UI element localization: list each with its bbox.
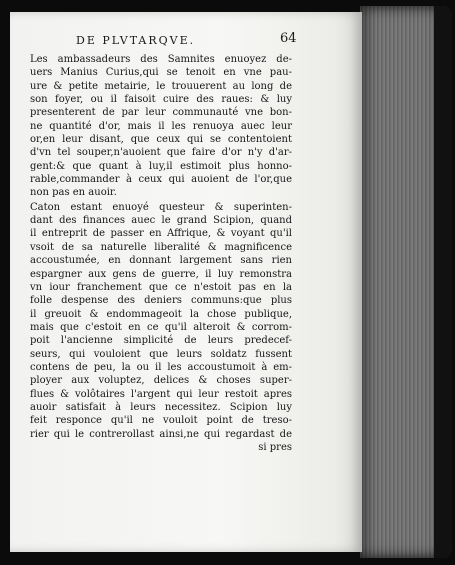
- text-line: rable,commander à ceux qui auoient de l'or,que: [30, 174, 292, 186]
- text-line: seurs, qui vouloient que leurs soldatz fussent: [30, 348, 292, 360]
- text-line: vn iour franchement que ce n'estoit pas en la: [30, 281, 292, 293]
- page-edges: [360, 6, 452, 558]
- catchword: si pres: [258, 441, 292, 453]
- text-line: d'vn tel souper,n'auoient que faire d'or n'y d'ar-: [30, 147, 292, 159]
- text-line: il entreprit de passer en Affrique, & voyant qu'il: [30, 228, 292, 240]
- text-line: folle despense des deniers communs:que plus: [30, 295, 292, 307]
- text-line: contens de peu, la ou il les accoustumoit à em-: [30, 361, 292, 373]
- page-header: [76, 31, 316, 50]
- text-line: feit responce qu'il ne vouloit point de treso-: [30, 415, 292, 427]
- text-line: presenterent de par leur communauté vne bon-: [30, 107, 292, 119]
- text-line: dant des finances auec le grand Scipion, quand: [30, 215, 292, 227]
- text-line: non pas en auoir.: [30, 187, 117, 199]
- text-line: ployer aux voluptez, delices & choses super-: [30, 375, 292, 387]
- paragraph-1: [30, 53, 292, 200]
- text-line: vsoit de sa naturelle liberalité & magnificence: [30, 241, 292, 253]
- text-line: rier qui le contrerollast ainsi,ne qui regardast de: [30, 428, 292, 440]
- body-text: [30, 53, 292, 454]
- text-line: accoustumée, en donnant largement sans rien: [30, 255, 292, 267]
- page-number: 64: [280, 31, 297, 46]
- text-line: Les ambassadeurs des Samnites enuoyez de-: [30, 54, 292, 65]
- text-line: gent:& que quant à luy,il estimoit plus honno-: [30, 160, 292, 172]
- text-line: poit l'ancienne simplicité de leurs predecef-: [30, 335, 292, 347]
- text-line: or,en leur disant, que ceux qui se contentoient: [30, 134, 292, 146]
- running-head: DE PLVTARQVE.: [76, 34, 196, 47]
- text-line: uers Manius Curius,qui se tenoit en vne pau-: [30, 67, 292, 79]
- text-line: espargner aux gens de guerre, il luy remonstra: [30, 268, 292, 280]
- text-line: flues & volôtaires l'argent qui leur restoit apres: [30, 388, 292, 400]
- text-line: mais que c'estoit en ce qu'il alteroit & corrom-: [30, 321, 292, 333]
- text-line: son foyer, ou il faisoit cuire des raues: & luy: [30, 94, 292, 106]
- paragraph-2: [30, 201, 292, 441]
- text-line: Caton estant enuoyé questeur & superinten-: [30, 201, 292, 213]
- text-line: il greuoit & endommageoit la chose publique,: [30, 308, 292, 320]
- text-line: ure & petite metairie, le trouuerent au long de: [30, 80, 292, 92]
- text-line: ne quantité d'or, mais il les renuoya auec leur: [30, 120, 292, 132]
- text-line: auoir satisfait à leurs necessitez. Scipion luy: [30, 401, 292, 413]
